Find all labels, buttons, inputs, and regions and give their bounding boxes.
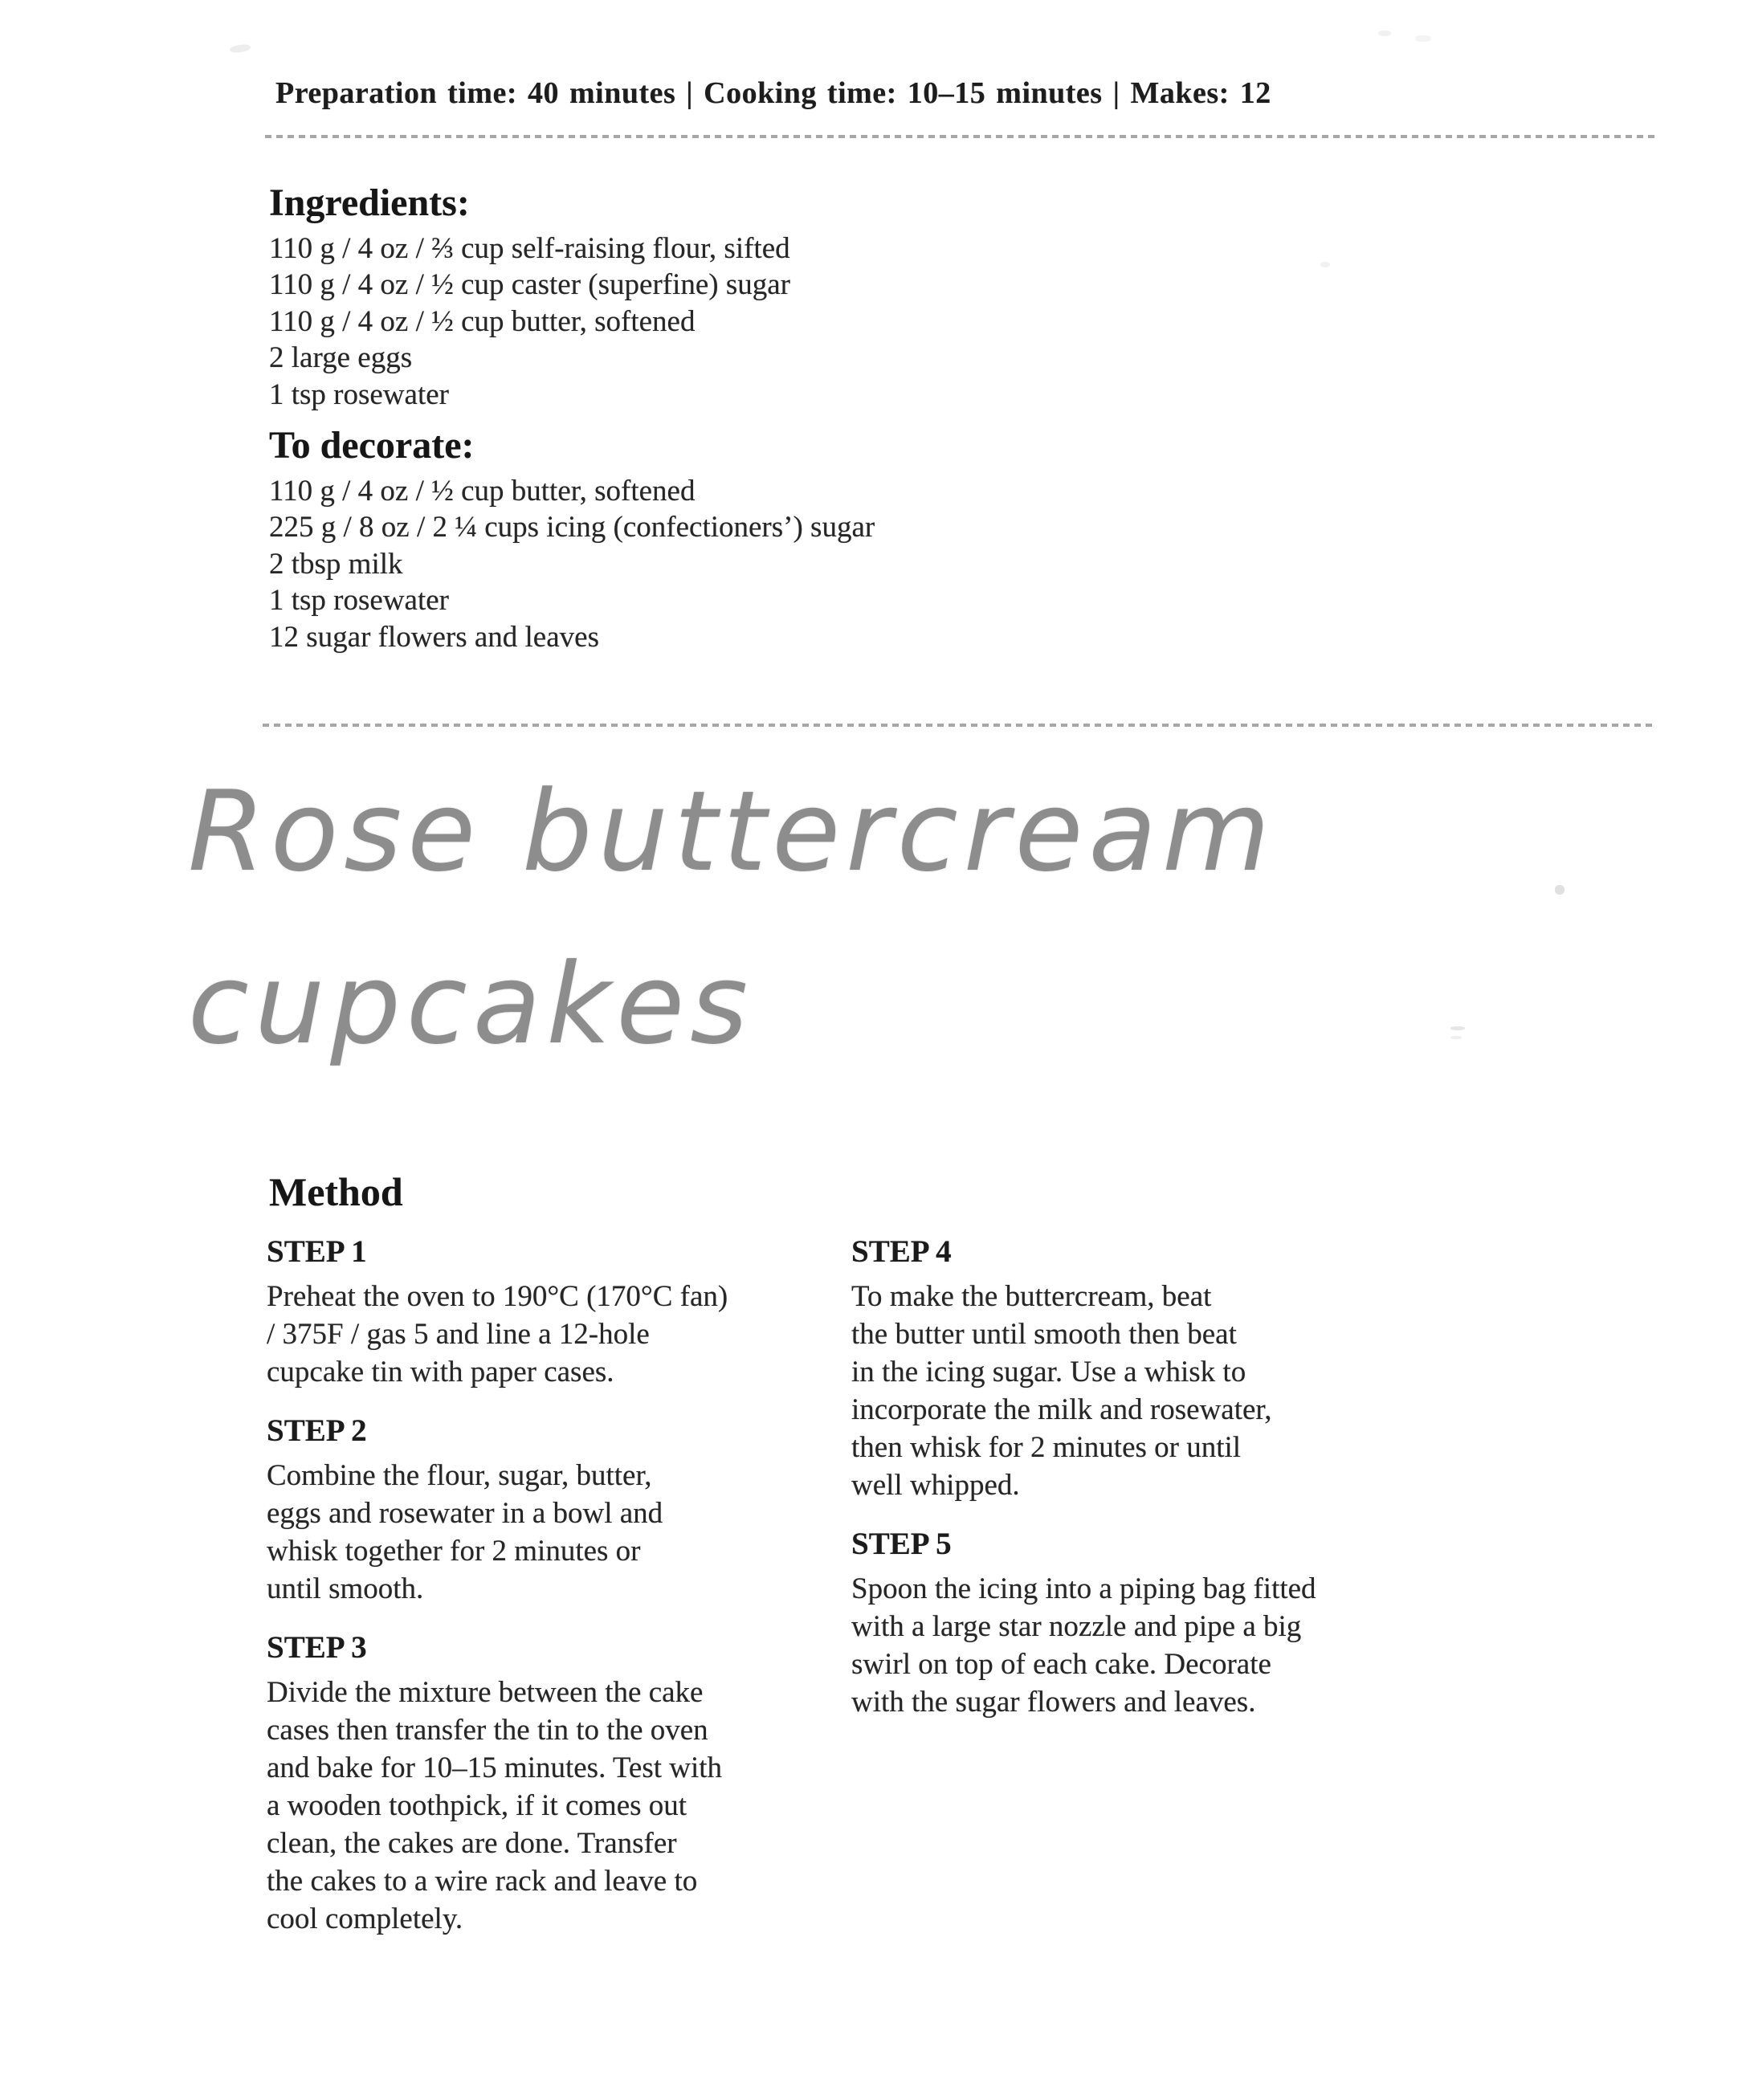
- step-label: STEP 2: [267, 1413, 367, 1449]
- scan-artifact: [1450, 1036, 1462, 1039]
- divider-rule-top: [265, 135, 1654, 138]
- recipe-title: [188, 745, 1275, 1091]
- scan-artifact: [1320, 262, 1330, 267]
- decorate-item: 12 sugar flowers and leaves: [269, 620, 599, 654]
- scan-artifact: [426, 1921, 437, 1927]
- scan-artifact: [230, 43, 251, 54]
- ingredient-item: 110 g / 4 oz / ⅔ cup self-raising flour, sifted: [269, 231, 790, 265]
- scan-artifact: [1555, 885, 1565, 895]
- ingredient-item: 110 g / 4 oz / ½ cup butter, softened: [269, 304, 696, 338]
- decorate-item: 2 tbsp milk: [269, 547, 403, 581]
- ingredients-list: [269, 230, 790, 414]
- ingredient-item: 110 g / 4 oz / ½ cup caster (superfine) sugar: [269, 268, 790, 302]
- decorate-item: 110 g / 4 oz / ½ cup butter, softened: [269, 474, 696, 508]
- meta-line: Preparation time: 40 minutes | Cooking time: 10–15 minutes | Makes: 12: [275, 76, 1271, 110]
- method-step: [851, 1526, 1426, 1721]
- ingredient-item: 2 large eggs: [269, 341, 413, 375]
- step-text: To make the buttercream, beat the butter until smooth then beat in the icing sugar. Use a whisk to incorporate the milk and rosewater, then whisk for 2 minutes or until well whipped.: [851, 1280, 1272, 1503]
- method-column-right: [851, 1233, 1426, 1743]
- decorate-heading: To decorate:: [269, 424, 475, 467]
- recipe-title-line2: cupcakes: [188, 940, 754, 1069]
- recipe-title-line1: Rose buttercream: [188, 767, 1276, 896]
- ingredient-item: 1 tsp rosewater: [269, 377, 449, 411]
- decorate-section: [269, 424, 875, 655]
- method-heading: Method: [269, 1169, 403, 1214]
- scan-artifact: [1450, 1026, 1465, 1030]
- step-text: Preheat the oven to 190°C (170°C fan) / 375F / gas 5 and line a 12-hole cupcake tin with paper cases.: [267, 1280, 728, 1389]
- step-label: STEP 5: [851, 1527, 952, 1562]
- method-step: [267, 1413, 833, 1608]
- step-label: STEP 4: [851, 1234, 952, 1269]
- scan-artifact: [1415, 35, 1431, 42]
- ingredients-section: [269, 181, 790, 413]
- step-text: Combine the flour, sugar, butter, eggs and rosewater in a bowl and whisk together for 2 minutes or until smooth.: [267, 1459, 663, 1606]
- scan-artifact: [1378, 31, 1391, 36]
- ingredients-heading: Ingredients:: [269, 181, 470, 224]
- method-step: [851, 1233, 1426, 1504]
- method-column-left: [267, 1233, 833, 1959]
- step-label: STEP 1: [267, 1234, 367, 1269]
- divider-rule-bottom: [263, 724, 1654, 727]
- step-text: Spoon the icing into a piping bag fitted with a large star nozzle and pipe a big swirl on top of each cake. Decorate with the sugar flowers and leaves.: [851, 1572, 1316, 1719]
- decorate-item: 225 g / 8 oz / 2 ¼ cups icing (confectioners’) sugar: [269, 511, 875, 544]
- decorate-item: 1 tsp rosewater: [269, 584, 449, 618]
- method-step: [267, 1629, 833, 1938]
- method-step: [267, 1233, 833, 1391]
- step-text: Divide the mixture between the cake cases then transfer the tin to the oven and bake for 10–15 minutes. Test with a wooden toothpick, if it comes out clean, the cakes are done. Transfer the cakes to a wire rack and leave to cool completely.: [267, 1676, 723, 1936]
- decorate-list: [269, 473, 875, 656]
- step-label: STEP 3: [267, 1630, 367, 1666]
